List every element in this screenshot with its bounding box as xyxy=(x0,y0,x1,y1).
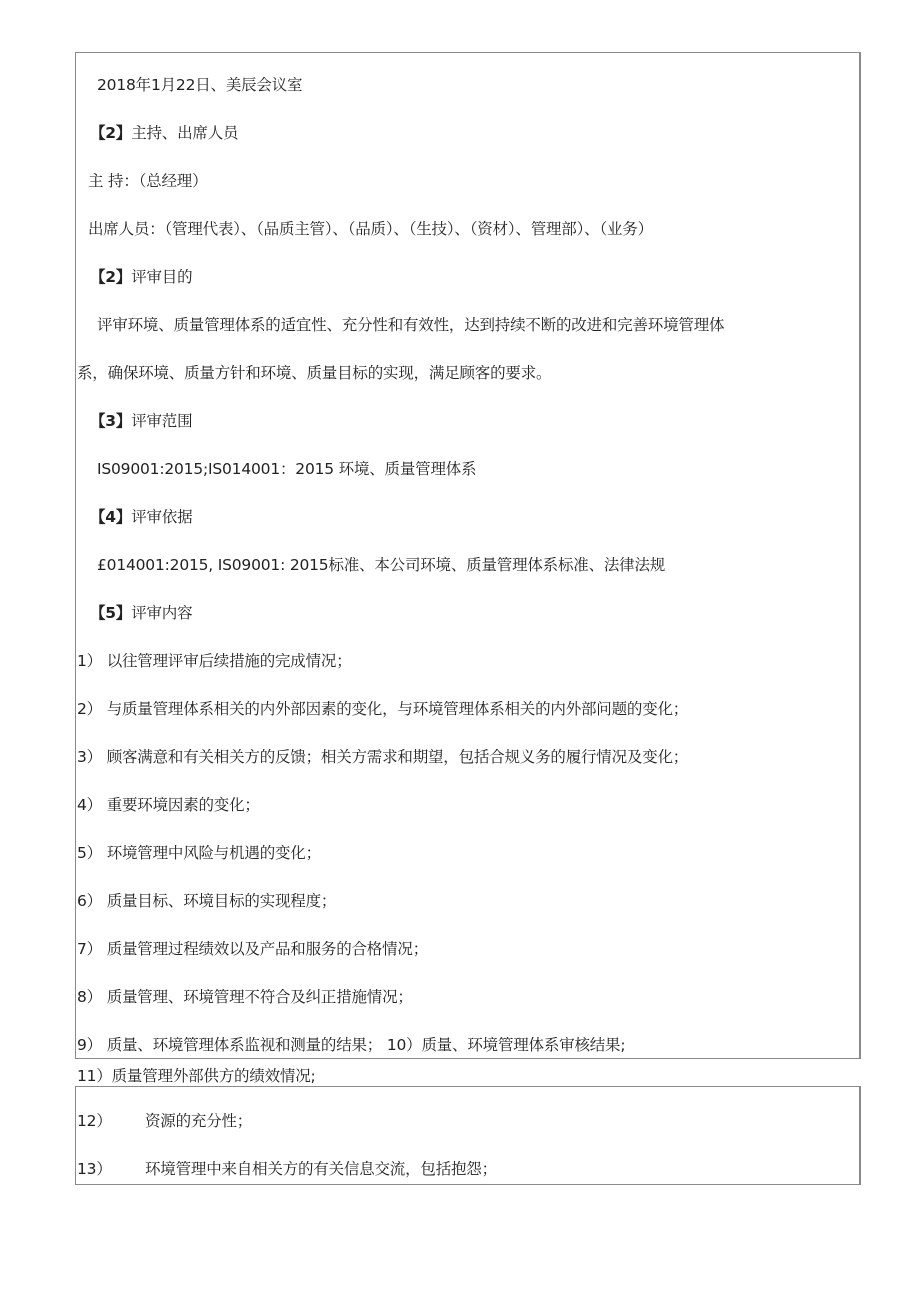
purpose-line-2: 系，确保环境、质量方针和环境、质量目标的实现，满足顾客的要求。 xyxy=(77,364,552,382)
purpose-line-1: 评审环境、质量管理体系的适宜性、充分性和有效性，达到持续不断的改进和完善环境管理体 xyxy=(97,316,725,334)
host-line: 主 持：（总经理） xyxy=(88,172,208,190)
meeting-info: 2018年1月22日、美辰会议室 xyxy=(97,76,303,94)
section-host-heading: 【2】主持、出席人员 xyxy=(90,124,239,142)
section-content-heading: 【5】评审内容 xyxy=(90,604,193,622)
content-item-5: 5） 环境管理中风险与机遇的变化； xyxy=(77,844,321,862)
section-purpose-heading: 【2】评审目的 xyxy=(90,268,193,286)
content-item-9-10: 9） 质量、环境管理体系监视和测量的结果； 10）质量、环境管理体系审核结果; xyxy=(77,1036,626,1054)
content-item-6: 6） 质量目标、环境目标的实现程度； xyxy=(77,892,337,910)
attendees-line: 出席人员：（管理代表）、（品质主管）、（品质）、（生技）、（资材）、管理部）、（业务） xyxy=(88,220,653,238)
basis-line: £014001:2015, IS09001: 2015标准、本公司环境、质量管理体系标准、法律法规 xyxy=(97,556,666,574)
content-item-8: 8） 质量管理、环境管理不符合及纠正措施情况； xyxy=(77,988,413,1006)
content-item-1: 1） 以往管理评审后续措施的完成情况； xyxy=(77,652,352,670)
content-item-13: 13） 环境管理中来自相关方的有关信息交流，包括抱怨； xyxy=(77,1160,497,1178)
content-item-12: 12） 资源的充分性； xyxy=(77,1112,253,1130)
content-item-4: 4） 重要环境因素的变化； xyxy=(77,796,260,814)
content-item-2: 2） 与质量管理体系相关的内外部因素的变化，与环境管理体系相关的内外部问题的变化； xyxy=(77,700,689,718)
content-item-3: 3） 顾客满意和有关相关方的反馈；相关方需求和期望，包括合规义务的履行情况及变化； xyxy=(77,748,689,766)
scope-line: IS09001:2015;IS014001：2015 环境、质量管理体系 xyxy=(97,460,477,478)
section-basis-heading: 【4】评审依据 xyxy=(90,508,193,526)
content-item-7: 7） 质量管理过程绩效以及产品和服务的合格情况； xyxy=(77,940,428,958)
section-scope-heading: 【3】评审范围 xyxy=(90,412,193,430)
content-item-11: 11）质量管理外部供方的绩效情况; xyxy=(77,1067,316,1085)
